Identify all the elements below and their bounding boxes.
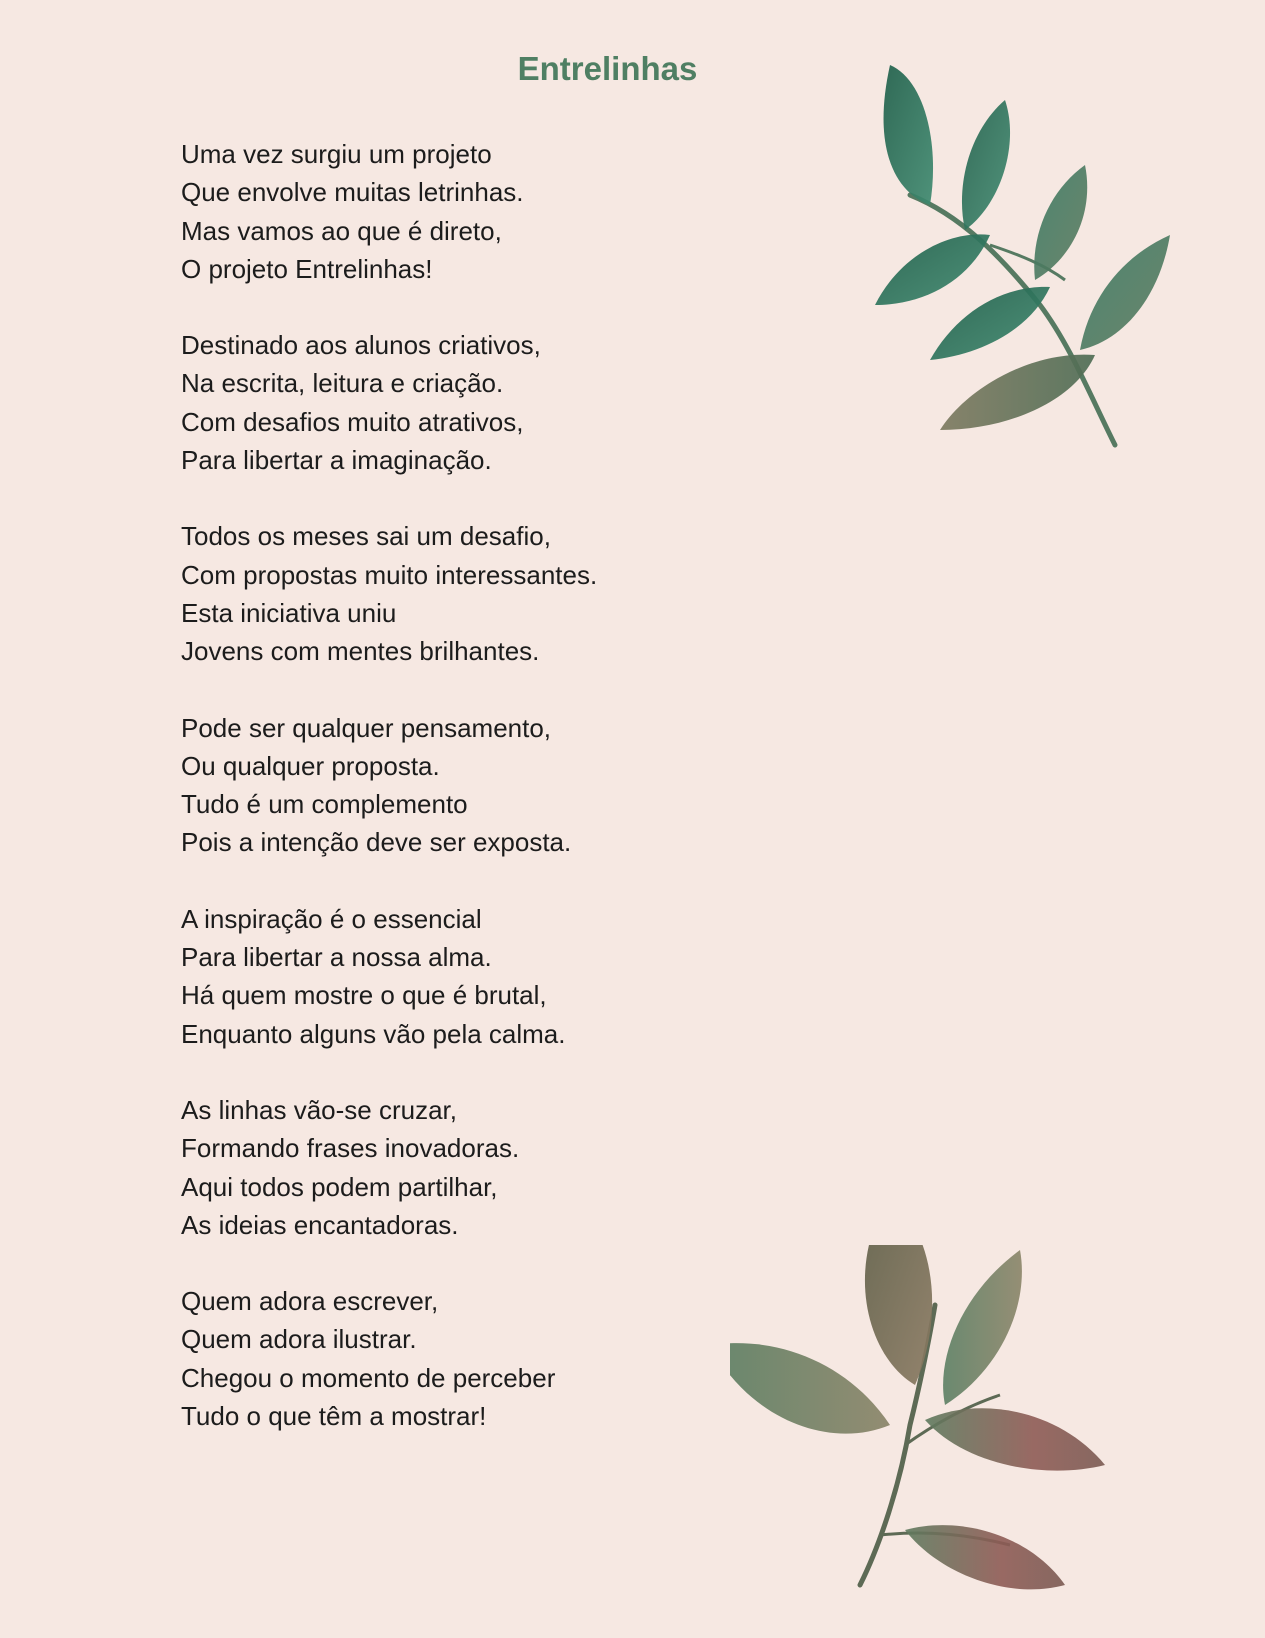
poem-line: Chegou o momento de perceber	[181, 1362, 556, 1393]
stanza-7	[181, 1282, 741, 1435]
poem-line: Esta iniciativa uniu	[181, 597, 397, 628]
poem-line: Tudo é um complemento	[181, 789, 468, 820]
stanza-5	[181, 900, 741, 1053]
poem-line: Aqui todos podem partilhar,	[181, 1171, 498, 1202]
poem-line: Para libertar a nossa alma.	[181, 942, 492, 973]
poem-line: Com desafios muito atrativos,	[181, 406, 524, 437]
poem-line: Quem adora escrever,	[181, 1286, 439, 1317]
poem-line: O projeto Entrelinhas!	[181, 253, 433, 284]
stanza-1	[181, 135, 741, 288]
poem-line: Ou qualquer proposta.	[181, 750, 440, 781]
poem-line: As ideias encantadoras.	[181, 1209, 459, 1240]
poem-line: Jovens com mentes brilhantes.	[181, 636, 540, 667]
poem-line: Pode ser qualquer pensamento,	[181, 712, 552, 743]
watercolor-leaf-branch-icon	[730, 1245, 1170, 1638]
poem-line: Na escrita, leitura e criação.	[181, 368, 504, 399]
poem-line: Com propostas muito interessantes.	[181, 559, 598, 590]
stanza-2	[181, 326, 741, 479]
poem-line: Pois a intenção deve ser exposta.	[181, 827, 572, 858]
poem-line: Enquanto alguns vão pela calma.	[181, 1018, 566, 1049]
poem-line: Uma vez surgiu um projeto	[181, 139, 492, 169]
poem-line: Destinado aos alunos criativos,	[181, 330, 541, 361]
poem-line: Há quem mostre o que é brutal,	[181, 980, 547, 1011]
poem-line: A inspiração é o essencial	[181, 903, 482, 934]
stanza-3	[181, 517, 741, 670]
poem-line: Que envolve muitas letrinhas.	[181, 177, 524, 208]
poem-line: As linhas vão-se cruzar,	[181, 1094, 458, 1125]
stanza-6	[181, 1091, 741, 1244]
poem-line: Tudo o que têm a mostrar!	[181, 1401, 487, 1432]
stanza-4	[181, 709, 741, 862]
poem-line: Formando frases inovadoras.	[181, 1133, 520, 1164]
poem	[181, 135, 741, 1473]
poem-line: Mas vamos ao que é direto,	[181, 215, 502, 246]
page-title: Entrelinhas	[517, 50, 698, 87]
poem-line: Todos os meses sai um desafio,	[181, 521, 551, 552]
watercolor-leaf-branch-icon	[870, 55, 1220, 475]
poem-line: Para libertar a imaginação.	[181, 445, 492, 476]
poem-line: Quem adora ilustrar.	[181, 1324, 417, 1355]
